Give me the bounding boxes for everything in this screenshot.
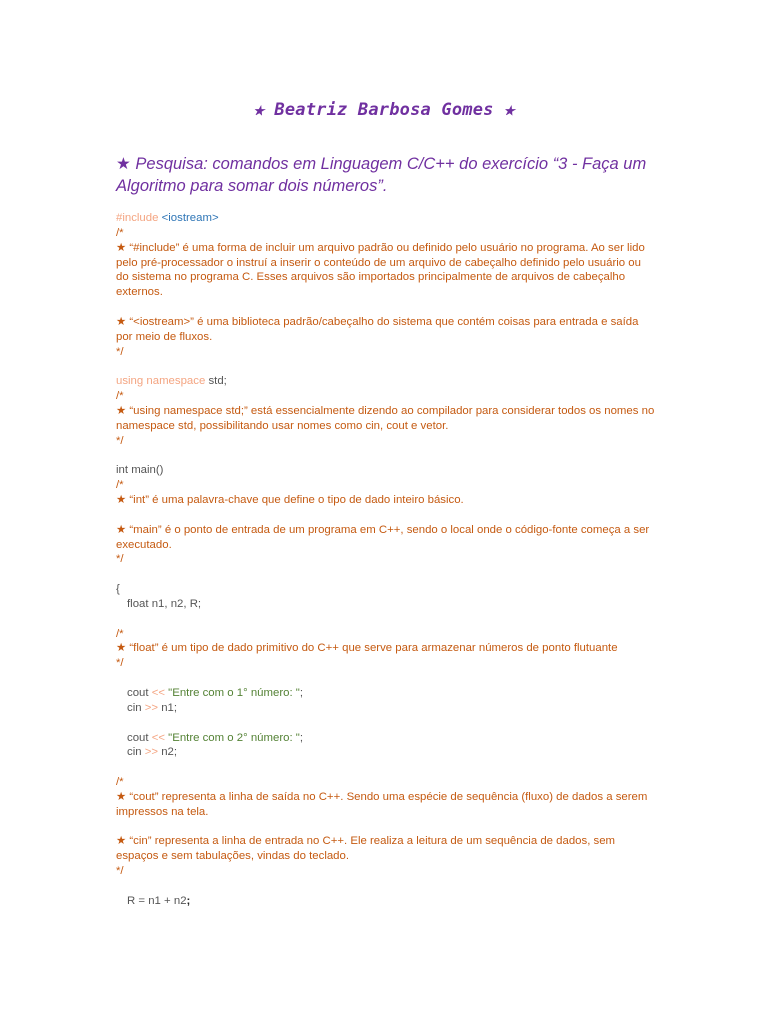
blank-line (116, 612, 656, 627)
comment-cout: ★ “cout” representa a linha de saída no C++. Sendo uma espécie de sequência (fluxo) de dados a serem impressos na tela. (116, 790, 648, 818)
cout-line-1 (116, 686, 656, 701)
star-icon: ★ (116, 155, 131, 173)
comment-int: ★ “int” é uma palavra-chave que define o tipo de dado inteiro básico. (116, 494, 464, 507)
blank-line (116, 760, 656, 775)
sum-statement (116, 894, 656, 909)
comment-close: */ (116, 865, 124, 878)
blank-line (116, 449, 656, 464)
comment-close: */ (116, 345, 124, 358)
cin-line-2 (116, 745, 656, 760)
author-name: ★ Beatriz Barbosa Gomes ★ (253, 100, 515, 120)
blank-line (116, 567, 656, 582)
semicolon: ; (299, 731, 304, 744)
comment-close: */ (116, 657, 124, 670)
comment-namespace: ★ “using namespace std;” está essencialmente dizendo ao compilador para considerar todos os nomes no namespace std, possibilitando usar nomes como cin, cout e vetor. (116, 404, 655, 432)
float-declaration: float n1, n2, R; (127, 597, 202, 610)
blank-line (116, 508, 656, 523)
comment-open: /* (116, 226, 124, 239)
include-library: <iostream> (161, 212, 219, 224)
cout-keyword: cout (127, 731, 152, 744)
blank-line (116, 820, 656, 835)
cout-line-2 (116, 731, 656, 746)
comment-open: /* (116, 479, 124, 492)
comment-cin: ★ “cin” representa a linha de entrada no C++. Ele realiza a leitura de um sequência de dados, sem espaços e sem tabulações, vindas do teclado. (116, 835, 616, 863)
code-block (116, 211, 656, 909)
brace-open: { (116, 583, 120, 596)
using-keyword: using namespace (116, 375, 206, 388)
main-declaration: int main() (116, 464, 164, 477)
blank-line (116, 671, 656, 686)
output-operator: << (151, 731, 166, 744)
cin-line-1 (116, 701, 656, 716)
comment-open: /* (116, 390, 124, 403)
heading-text: Pesquisa: comandos em Linguagem C/C++ do exercício “3 - Faça um Algoritmo para somar dois números”. (116, 155, 647, 195)
using-rest: std; (205, 375, 227, 388)
cin-variable: n2; (158, 746, 178, 759)
comment-include: ★ “#include” é uma forma de incluir um arquivo padrão ou definido pelo usuário no programa. Ao ser lido pelo pré-processador o instruí a inserir o conteúdo de um arquivo de cabeçalho definido pelo usuário ou do sistema no programa C. Esses arquivos são importados principalmente de arquivos de cabeçalho externos. (116, 241, 645, 299)
comment-close: */ (116, 553, 124, 566)
semicolon: ; (299, 687, 304, 699)
blank-line (116, 359, 656, 374)
cin-variable: n1; (158, 701, 178, 714)
string-literal: "Entre com o 2° número: " (165, 731, 300, 744)
semicolon: ; (186, 894, 191, 907)
cin-keyword: cin (127, 746, 145, 759)
comment-iostream: ★ “<iostream>” é uma biblioteca padrão/cabeçalho do sistema que contém coisas para entrada e saída por meio de fluxos. (116, 315, 639, 343)
include-line (116, 211, 656, 226)
comment-open: /* (116, 627, 124, 640)
using-line (116, 374, 656, 389)
blank-line (116, 879, 656, 894)
blank-line (116, 716, 656, 731)
include-keyword: #include (116, 212, 159, 224)
comment-close: */ (116, 434, 124, 447)
comment-open: /* (116, 776, 124, 789)
input-operator: >> (144, 701, 159, 714)
research-heading (116, 153, 656, 197)
output-operator: << (151, 687, 166, 699)
blank-line (116, 300, 656, 315)
cout-keyword: cout (127, 687, 152, 699)
comment-float: ★ “float” é um tipo de dado primitivo do C++ que serve para armazenar números de ponto flutuante (116, 642, 618, 655)
comment-main: ★ “main” é o ponto de entrada de um programa em C++, sendo o local onde o código-fonte começa a ser executado. (116, 523, 650, 551)
sum-expression: R = n1 + n2 (127, 894, 187, 907)
cin-keyword: cin (127, 701, 145, 714)
input-operator: >> (144, 746, 159, 759)
string-literal: "Entre com o 1° número: " (165, 687, 300, 699)
